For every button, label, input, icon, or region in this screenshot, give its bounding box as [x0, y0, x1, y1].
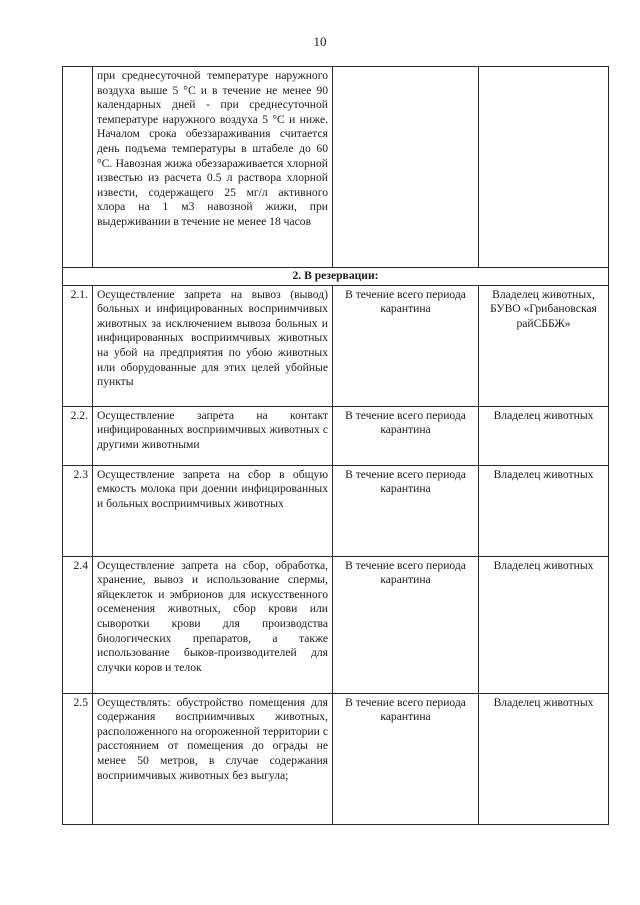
row-action: Осуществлять: обустройство помещения для содержания восприимчивых животных, расположенного на огороженной территории с расстоянием от помещения до ограды не менее 50 метров, в случае содержания восприимчивых животных без выгула; [93, 693, 333, 824]
row-responsible: Владелец животных [479, 465, 609, 556]
page-number: 10 [313, 34, 327, 49]
row-number [63, 67, 93, 268]
table-row [63, 556, 609, 693]
row-responsible: Владелец животных [479, 406, 609, 465]
row-responsible: Владелец животных [479, 556, 609, 693]
row-action: Осуществление запрета на вывоз (вывод) больных и инфицированных восприимчивых животных за исключением вывоза больных и инфицированных восприимчивых животных на убой на предприятия по убою животных или оборудованные для этих целей убойные пункты [93, 285, 333, 406]
row-term: В течение всего периода карантина [333, 556, 479, 693]
row-number: 2.5 [63, 693, 93, 824]
row-term: В течение всего периода карантина [333, 285, 479, 406]
row-term: В течение всего периода карантина [333, 693, 479, 824]
row-term: В течение всего периода карантина [333, 406, 479, 465]
table-row [63, 67, 609, 268]
measures-table [62, 66, 609, 825]
row-action: Осуществление запрета на сбор, обработка, хранение, вывоз и использование спермы, яйцеклеток и эмбрионов для искусственного осеменения животных, сбор крови или сыворотки крови для производства биологических препаратов, а также использование быков-производителей для случки коров и телок [93, 556, 333, 693]
row-action: Осуществление запрета на сбор в общую емкость молока при доении инфицированных и больных восприимчивых животных [93, 465, 333, 556]
row-number: 2.2. [63, 406, 93, 465]
row-number: 2.4 [63, 556, 93, 693]
row-term: В течение всего периода карантина [333, 465, 479, 556]
table-row [63, 406, 609, 465]
row-responsible: Владелец животных [479, 693, 609, 824]
row-term [333, 67, 479, 268]
table-row [63, 285, 609, 406]
table-row [63, 465, 609, 556]
table-row [63, 693, 609, 824]
row-number: 2.3 [63, 465, 93, 556]
row-responsible [479, 67, 609, 268]
row-action: Осуществление запрета на контакт инфицированных восприимчивых животных с другими животными [93, 406, 333, 465]
row-responsible: Владелец животных, БУВО «Грибановская райСББЖ» [479, 285, 609, 406]
row-action: при среднесуточной температуре наружного воздуха выше 5 °С и в течение не менее 90 календарных дней - при среднесуточной температуре наружного воздуха 5 °С и ниже. Началом срока обеззараживания считается день подъема температуры в штабеле до 60 °С. Навозная жижа обеззараживается хлорной известью из расчета 0.5 л раствора хлорной извести, содержащего 25 мг/л активного хлора на 1 м3 навозной жижи, при выдерживании в течение не менее 18 часов [93, 67, 333, 268]
section-title: 2. В резервации: [63, 268, 609, 286]
section-header-row [63, 268, 609, 286]
row-number: 2.1. [63, 285, 93, 406]
